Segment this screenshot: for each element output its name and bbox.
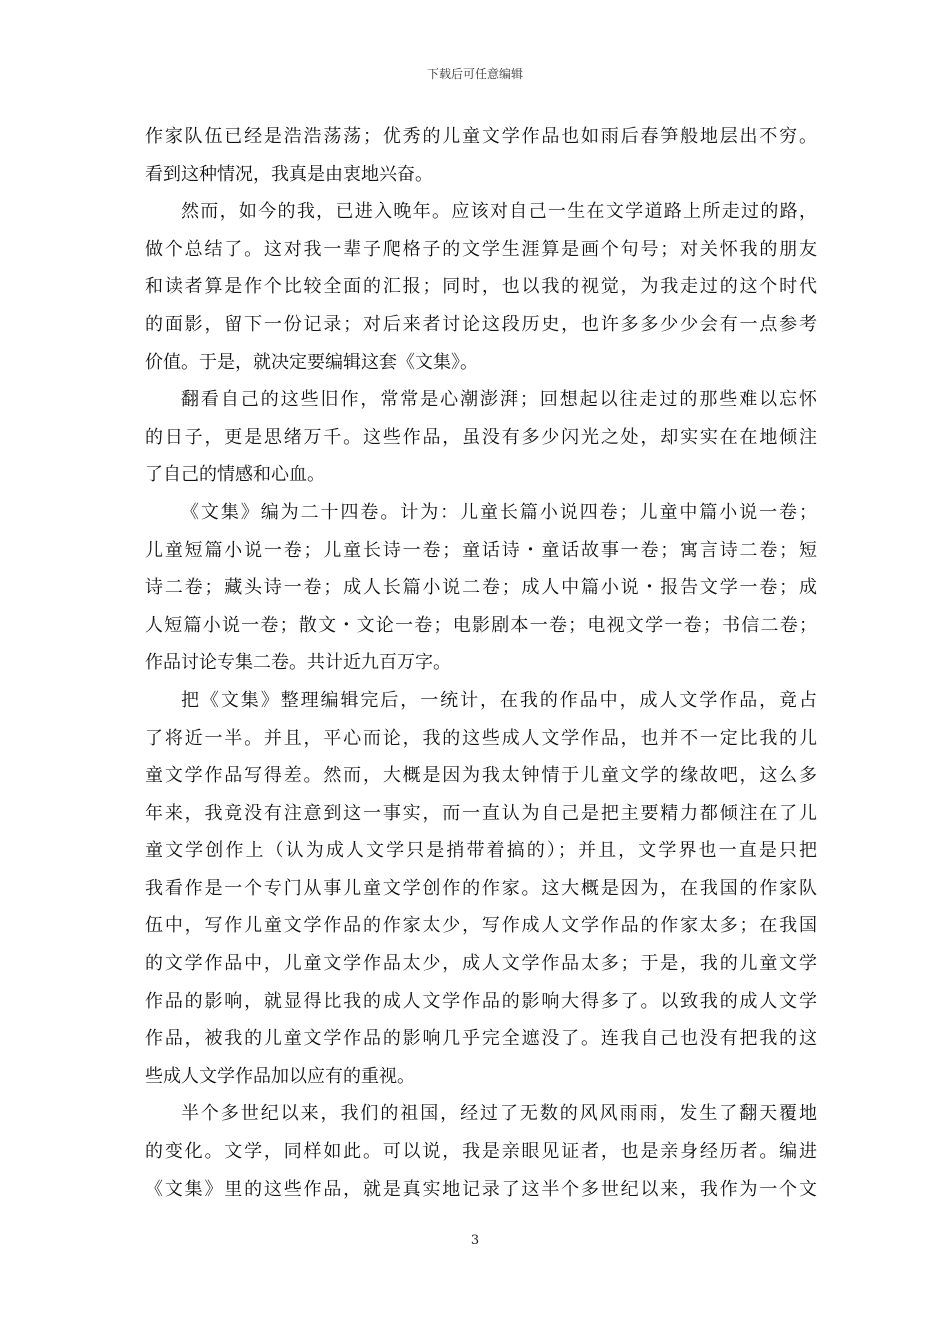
- text-line: 《文集》里的这些作品，就是真实地记录了这半个多世纪以来，我作为一个文: [145, 1178, 817, 1200]
- text-line: 《文集》编为二十四卷。计为：儿童长篇小说四卷；儿童中篇小说一卷；: [181, 501, 817, 523]
- text-line: 价值。于是，就决定要编辑这套《文集》。: [145, 351, 478, 373]
- text-line: 翻看自己的这些旧作，常常是心潮澎湃；回想起以往走过的那些难以忘怀: [181, 389, 817, 411]
- page-header: 下载后可任意编辑: [426, 67, 523, 81]
- text-line: 的文学作品中，儿童文学作品太少，成人文学作品太多；于是，我的儿童文学: [145, 953, 817, 975]
- text-line: 把《文集》整理编辑完后，一统计，在我的作品中，成人文学作品，竟占: [181, 689, 817, 711]
- text-line: 我看作是一个专门从事儿童文学创作的作家。这大概是因为，在我国的作家队: [145, 877, 817, 899]
- text-line: 的日子，更是思绪万千。这些作品，虽没有多少闪光之处，却实实在在地倾注: [145, 426, 817, 448]
- text-line: 做个总结了。这对我一辈子爬格子的文学生涯算是画个句号；对关怀我的朋友: [145, 238, 817, 260]
- text-line: 和读者算是作个比较全面的汇报；同时，也以我的视觉，为我走过的这个时代: [145, 276, 817, 298]
- text-line: 人短篇小说一卷；散文・文论一卷；电影剧本一卷；电视文学一卷；书信二卷；: [145, 614, 817, 636]
- text-line: 的面影，留下一份记录；对后来者讨论这段历史，也许多多少少会有一点参考: [145, 313, 817, 335]
- text-line: 些成人文学作品加以应有的重视。: [145, 1065, 415, 1087]
- text-line: 半个多世纪以来，我们的祖国，经过了无数的风风雨雨，发生了翻天覆地: [181, 1103, 817, 1125]
- text-line: 了自己的情感和心血。: [145, 464, 325, 486]
- text-line: 看到这种情况，我真是由衷地兴奋。: [145, 163, 433, 185]
- text-line: 诗二卷；藏头诗一卷；成人长篇小说二卷；成人中篇小说・报告文学一卷；成: [145, 577, 817, 599]
- text-line: 然而，如今的我，已进入晚年。应该对自己一生在文学道路上所走过的路，: [181, 201, 817, 223]
- text-line: 儿童短篇小说一卷；儿童长诗一卷；童话诗・童话故事一卷；寓言诗二卷；短: [145, 539, 817, 561]
- text-line: 作品的影响，就显得比我的成人文学作品的影响大得多了。以致我的成人文学: [145, 990, 817, 1012]
- text-line: 童文学作品写得差。然而，大概是因为我太钟情于儿童文学的缘故吧，这么多: [145, 765, 817, 787]
- body-text: [145, 118, 817, 1208]
- text-line: 童文学创作上（认为成人文学只是捎带着搞的）；并且，文学界也一直是只把: [145, 840, 817, 862]
- text-line: 作品，被我的儿童文学作品的影响几乎完全遮没了。连我自己也没有把我的这: [145, 1028, 817, 1050]
- text-line: 年来，我竟没有注意到这一事实，而一直认为自己是把主要精力都倾注在了儿: [145, 802, 817, 824]
- text-line: 作品讨论专集二卷。共计近九百万字。: [145, 652, 451, 674]
- text-line: 的变化。文学，同样如此。可以说，我是亲眼见证者，也是亲身经历者。编进: [145, 1141, 817, 1163]
- text-line: 伍中，写作儿童文学作品的作家太少，写作成人文学作品的作家太多；在我国: [145, 915, 817, 937]
- text-line: 了将近一半。并且，平心而论，我的这些成人文学作品，也并不一定比我的儿: [145, 727, 817, 749]
- text-line: 作家队伍已经是浩浩荡荡；优秀的儿童文学作品也如雨后春笋般地层出不穷。: [145, 126, 817, 147]
- page-number: 3: [470, 1233, 480, 1248]
